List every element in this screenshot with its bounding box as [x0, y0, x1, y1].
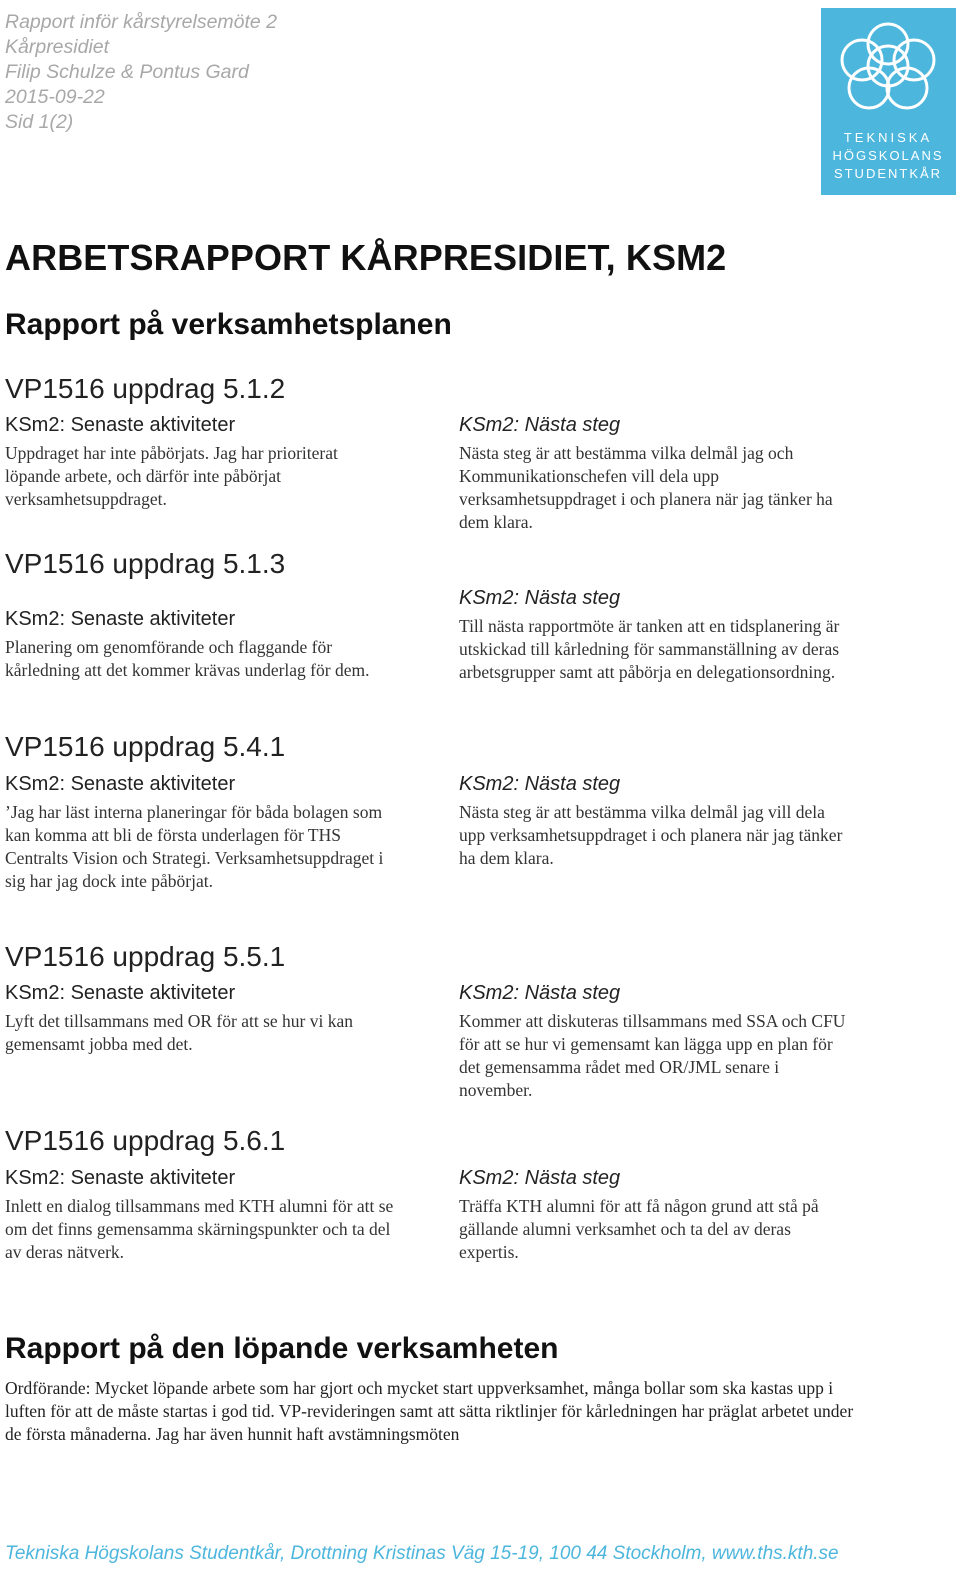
next-step-label: KSm2: Nästa steg [459, 414, 621, 436]
next-step-text: Träffa KTH alumni för att få någon grund att stå på gällande alumni verksamhet och ta del av deras expertis. [459, 1196, 819, 1262]
recent-activities-text: Planering om genomförande och flaggande för kårledning att det kommer krävas underlag för dem. [5, 637, 370, 680]
recent-activities-label: KSm2: Senaste aktiviteter [5, 414, 236, 436]
next-step-label: KSm2: Nästa steg [459, 1167, 621, 1189]
recent-activities-label: KSm2: Senaste aktiviteter [5, 608, 236, 630]
assignment-heading: VP1516 uppdrag 5.6.1 [5, 1125, 286, 1156]
logo-text-line-2: HÖGSKOLANS [832, 148, 944, 163]
next-step-text: Kommer att diskuteras tillsammans med SSA och CFU för att se hur vi gemensamt kan lägga upp en plan för det gemensamma rådet med OR/JML senare i november. [459, 1011, 846, 1100]
assignment-left-column [5, 1165, 395, 1264]
assignment-left-column [5, 606, 395, 682]
recent-activities-label: KSm2: Senaste aktiviteter [5, 773, 236, 795]
logo-text-line-3: STUDENTKÅR [833, 166, 943, 181]
assignment-left-column [5, 412, 395, 511]
ongoing-activities-text: Ordförande: Mycket löpande arbete som har gjort och mycket start uppverksamhet, många bollar som ska kastas upp i luften för att de måste startas i god tid. VP-revideringen samt att sätta riktlinjer för kårledningen har präglat arbetet under de första månaderna. Jag har även hunnit haft avstämningsmöten [5, 1378, 854, 1444]
rings-icon [821, 8, 956, 195]
assignment-right-column [459, 412, 849, 534]
recent-activities-label: KSm2: Senaste aktiviteter [5, 982, 236, 1004]
assignment-right-column [459, 585, 849, 684]
logo-text-line-1: TEKNISKA [843, 130, 933, 145]
assignment-heading: VP1516 uppdrag 5.5.1 [5, 941, 286, 972]
recent-activities-text: ’Jag har läst interna planeringar för båda bolagen som kan komma att bli de första underlagen för THS Centralts Vision och Strategi. Verksamhetsuppdraget i sig har jag dock inte påbörjat. [5, 802, 384, 891]
next-step-text: Nästa steg är att bestämma vilka delmål jag vill dela upp verksamhetsuppdraget i och planera när jag tänker ha dem klara. [459, 802, 843, 868]
next-step-text: Nästa steg är att bestämma vilka delmål jag och Kommunikationschefen vill dela upp verksamhetsuppdraget i och planera när jag tänker ha dem klara. [459, 443, 833, 532]
recent-activities-label: KSm2: Senaste aktiviteter [5, 1167, 236, 1189]
section-heading-ongoing: Rapport på den löpande verksamheten [5, 1332, 559, 1365]
assignment-right-column [459, 980, 849, 1102]
header-line-page: Sid 1(2) [5, 111, 74, 133]
assignment-left-column [5, 771, 395, 893]
page-footer: Tekniska Högskolans Studentkår, Drottning Kristinas Väg 15-19, 100 44 Stockholm, www.ths.kth.se [5, 1543, 839, 1564]
assignment-right-column [459, 771, 849, 870]
header-line-body: Kårpresidiet [5, 36, 110, 58]
header-line-date: 2015-09-22 [5, 86, 105, 108]
next-step-label: KSm2: Nästa steg [459, 773, 621, 795]
ths-logo [821, 8, 956, 195]
assignment-heading: VP1516 uppdrag 5.1.2 [5, 373, 286, 404]
recent-activities-text: Lyft det tillsammans med OR för att se hur vi kan gemensamt jobba med det. [5, 1011, 353, 1054]
assignment-heading: VP1516 uppdrag 5.1.3 [5, 548, 286, 579]
document-header [5, 10, 277, 135]
next-step-text: Till nästa rapportmöte är tanken att en tidsplanering är utskickad till kårledning för sammanställning av deras arbetsgrupper samt att påbörja en delegationsordning. [459, 616, 840, 682]
next-step-label: KSm2: Nästa steg [459, 982, 621, 1004]
recent-activities-text: Uppdraget har inte påbörjats. Jag har prioriterat löpande arbete, och därför inte påbörjat verksamhetsuppdraget. [5, 443, 338, 509]
assignment-heading: VP1516 uppdrag 5.4.1 [5, 731, 286, 762]
assignment-right-column [459, 1165, 849, 1264]
page-title: ARBETSRAPPORT KÅRPRESIDIET, KSM2 [5, 237, 727, 278]
header-line-report: Rapport inför kårstyrelsemöte 2 [5, 11, 278, 33]
recent-activities-text: Inlett en dialog tillsammans med KTH alumni för att se om det finns gemensamma skärningspunkter och ta del av deras nätverk. [5, 1196, 394, 1262]
header-line-authors: Filip Schulze & Pontus Gard [5, 61, 249, 83]
section-heading-plan: Rapport på verksamhetsplanen [5, 308, 452, 341]
next-step-label: KSm2: Nästa steg [459, 587, 621, 609]
assignment-left-column [5, 980, 395, 1056]
